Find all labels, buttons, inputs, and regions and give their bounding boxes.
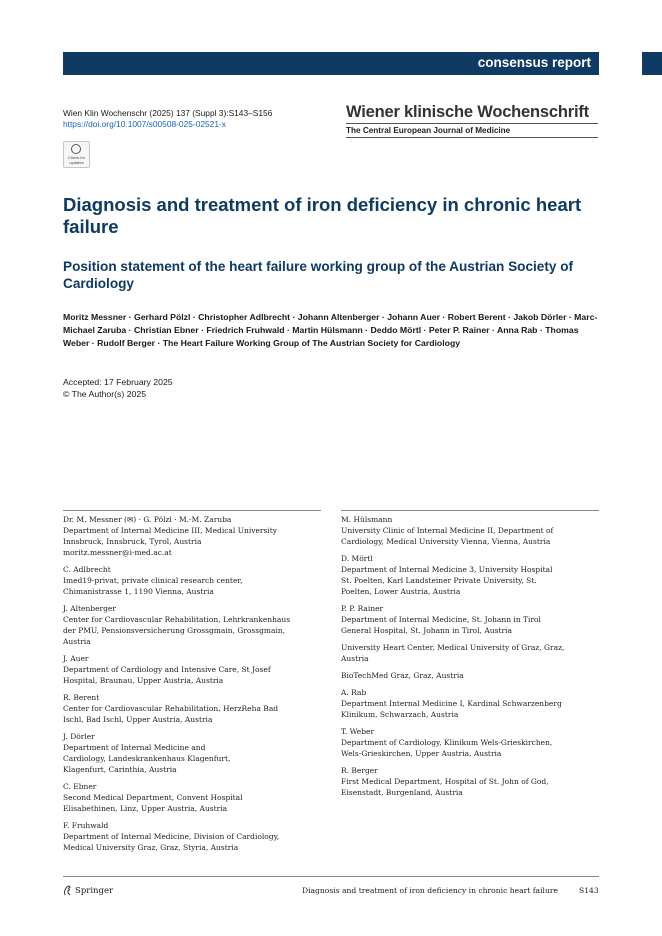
affiliation-line: Wels-Grieskirchen, Upper Austria, Austria [341,749,502,758]
affiliation-entry [63,781,321,814]
affiliation-line: R. Berent [63,693,100,702]
affiliation-entry [63,603,321,647]
affiliation-line: T. Weber [341,727,375,736]
affiliation-line: F. Fruhwald [63,821,109,830]
affiliation-entry [341,514,599,547]
section-header-bar [63,52,599,75]
affiliation-line: R. Berger [341,766,378,775]
citation-block [63,108,272,130]
affiliation-entry [63,820,321,853]
copyright-notice: © The Author(s) 2025 [63,388,147,399]
affiliation-line: Imed19-privat, private clinical research center, [63,576,243,585]
affiliation-line: General Hospital, St. Johann in Tirol, Austria [341,626,512,635]
affiliation-line: Elisabethinen, Linz, Upper Austria, Austria [63,804,228,813]
affiliation-line: Innsbruck, Innsbruck, Tyrol, Austria [63,537,202,546]
affiliation-entry [341,603,599,636]
affiliation-entry [63,564,321,597]
publisher-logo [63,885,113,896]
affiliation-line: Chimanistrasse 1, 1190 Vienna, Austria [63,587,214,596]
affiliation-line: Center for Cardiovascular Rehabilitation, Lehrkrankenhaus [63,615,291,624]
affiliation-line: First Medical Department, Hospital of St. John of God, [341,777,549,786]
citation-line: Wien Klin Wochenschr (2025) 137 (Suppl 3):S143–S156 [63,108,273,118]
affiliation-line: Department of Internal Medicine, St. Johann in Tirol [341,615,541,624]
article-title: Diagnosis and treatment of iron deficiency in chronic heart failure [63,194,582,237]
affiliations-left-column [63,510,321,859]
affiliation-line: Center for Cardiovascular Rehabilitation, HerzReha Bad [63,704,279,713]
affiliation-entry [341,553,599,597]
affiliation-line: Department Internal Medicine I, Kardinal Schwarzenberg [341,699,562,708]
affiliation-line: BioTechMed Graz, Graz, Austria [341,671,464,680]
affiliation-line: Eisenstadt, Burgenland, Austria [341,788,463,797]
journal-masthead [346,103,598,138]
affiliation-line: St. Poelten, Karl Landsteiner Private University, St. [341,576,537,585]
affiliation-line: Department of Internal Medicine 3, University Hospital [341,565,553,574]
affiliation-line: J. Auer [63,654,89,663]
affiliation-line: moritz.messner@i-med.ac.at [63,548,172,557]
affiliation-entry [341,642,599,664]
affiliation-line: University Heart Center, Medical University of Graz, Graz, [341,643,565,652]
affiliation-line: Austria [341,654,369,663]
affiliation-line: Department of Internal Medicine III, Medical University [63,526,277,535]
affiliation-line: Cardiology, Landeskrankenhaus Klagenfurt, [63,754,231,763]
affiliation-line: J. Dörler [63,732,95,741]
springer-horse-icon [63,885,72,896]
affiliation-line: J. Altenberger [63,604,116,613]
affiliation-line: Department of Cardiology and Intensive Care, St Josef [63,665,271,674]
side-tab-marker [642,52,662,75]
affiliation-line: der PMU, Pensionsversicherung Grossgmain, Grossgmain, [63,626,286,635]
affiliation-line: Medical University Graz, Graz, Styria, Austria [63,843,239,852]
affiliation-entry [341,765,599,798]
journal-name: Wiener klinische Wochenschrift [346,103,589,121]
article-subtitle: Position statement of the heart failure working group of the Austrian Society of Cardiology [63,259,574,291]
affiliation-line: Dr. M. Messner (✉) · G. Pölzl · M.-M. Zaruba [63,515,232,524]
check-for-updates-icon [71,144,81,154]
affiliation-line: Department of Cardiology, Klinikum Wels-Grieskirchen, [341,738,553,747]
page-number: S143 [579,886,599,895]
affiliation-line: University Clinic of Internal Medicine II, Department of [341,526,554,535]
affiliation-entry [341,687,599,720]
affiliation-line: M. Hülsmann [341,515,393,524]
publisher-name: Springer [75,885,114,896]
article-dates [63,377,173,400]
author-list: Moritz Messner · Gerhard Pölzl · Christopher Adlbrecht · Johann Altenberger · Johann Auer · Robert Berent · Jakob Dörler · Marc-Michael Zaruba · Christian Ebner · Friedrich Fruhwald · Martin Hülsmann · Deddo Mörtl · Peter P. Rainer · Anna Rab · Thomas Weber · Rudolf Berger · The Heart Failure Working Group of The Austrian Society for Cardiology [63,312,598,348]
affiliation-line: Department of Internal Medicine, Division of Cardiology, [63,832,280,841]
affiliation-line: A. Rab [341,688,367,697]
affiliation-line: P. P. Rainer [341,604,384,613]
journal-subtitle: The Central European Journal of Medicine [346,123,598,135]
affiliation-line: C. Ebner [63,782,97,791]
affiliation-line: Klinikum, Schwarzach, Austria [341,710,459,719]
check-for-updates-button[interactable] [63,141,90,168]
affiliation-entry [341,726,599,759]
section-label: consensus report [477,55,591,70]
running-title: Diagnosis and treatment of iron deficiency in chronic heart failure [302,886,558,895]
check-for-updates-label: Check for updates [67,155,86,165]
affiliations-right-column [341,510,599,804]
affiliation-line: Department of Internal Medicine and [63,743,206,752]
affiliation-entry [63,653,321,686]
affiliation-line: Hospital, Braunau, Upper Austria, Austria [63,676,224,685]
affiliation-line: Second Medical Department, Convent Hospital [63,793,243,802]
affiliation-entry [341,670,599,681]
affiliation-line: Klagenfurt, Carinthia, Austria [63,765,177,774]
affiliation-line: C. Adlbrecht [63,565,111,574]
footer-divider [63,876,599,877]
affiliation-entry [63,731,321,775]
affiliation-line: Poelten, Lower Austria, Austria [341,587,461,596]
affiliation-line: Cardiology, Medical University Vienna, Vienna, Austria [341,537,551,546]
affiliation-entry [63,692,321,725]
accepted-date: Accepted: 17 February 2025 [63,377,173,387]
doi-link[interactable]: https://doi.org/10.1007/s00508-025-02521-x [63,119,226,129]
affiliation-line: Austria [63,637,91,646]
affiliation-line: D. Mörtl [341,554,373,563]
affiliation-line: Ischl, Bad Ischl, Upper Austria, Austria [63,715,213,724]
affiliation-entry [63,514,321,558]
